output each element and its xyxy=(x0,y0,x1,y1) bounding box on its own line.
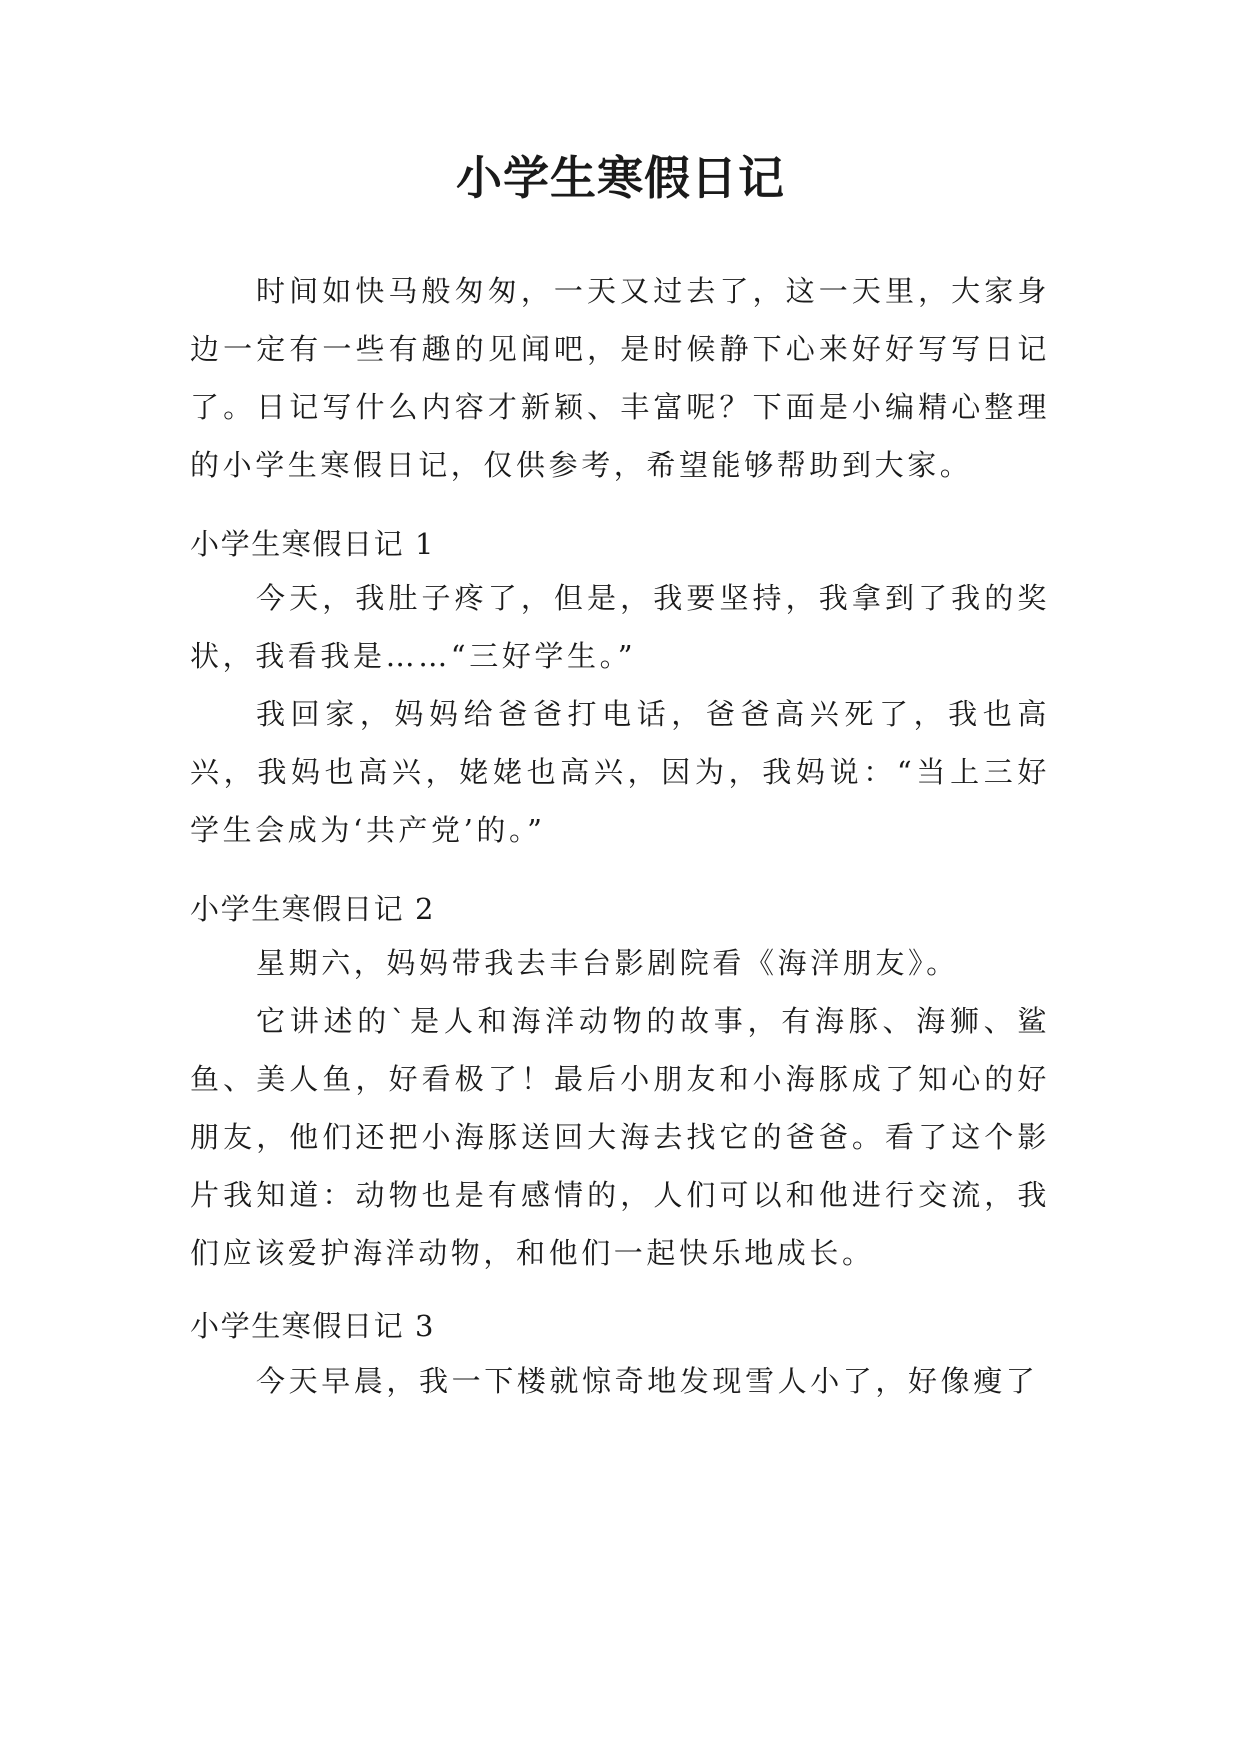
entry-1-paragraph-2: 我回家，妈妈给爸爸打电话，爸爸高兴死了，我也高兴，我妈也高兴，姥姥也高兴，因为，我妈说：“当上三好学生会成为‘共产党’的。” xyxy=(190,697,1050,847)
entry-3-body xyxy=(190,1352,1050,1410)
entry-2-body xyxy=(190,934,1050,1282)
entry-1-body xyxy=(190,569,1050,859)
intro-paragraph: 时间如快马般匆匆，一天又过去了，这一天里，大家身边一定有一些有趣的见闻吧，是时候静下心来好好写写日记了。日记写什么内容才新颖、丰富呢？下面是小编精心整理的小学生寒假日记，仅供参考，希望能够帮助到大家。 xyxy=(190,274,1050,482)
intro-block xyxy=(190,262,1050,494)
entry-3-paragraph-1: 今天早晨，我一下楼就惊奇地发现雪人小了，好像瘦了 xyxy=(256,1364,1039,1398)
entry-heading-1: 小学生寒假日记 1 xyxy=(190,527,436,561)
entry-1-paragraph-1: 今天，我肚子疼了，但是，我要坚持，我拿到了我的奖状，我看我是……“三好学生。” xyxy=(190,581,1050,673)
entry-2-paragraph-1: 星期六，妈妈带我去丰台影剧院看《海洋朋友》。 xyxy=(256,946,959,980)
entry-2-paragraph-2: 它讲述的`是人和海洋动物的故事，有海豚、海狮、鲨鱼、美人鱼，好看极了！最后小朋友和小海豚成了知心的好朋友，他们还把小海豚送回大海去找它的爸爸。看了这个影片我知道：动物也是有感情的，人们可以和他进行交流，我们应该爱护海洋动物，和他们一起快乐地成长。 xyxy=(190,1004,1050,1270)
document-title: 小学生寒假日记 xyxy=(456,151,785,205)
entry-heading-3: 小学生寒假日记 3 xyxy=(190,1309,436,1343)
entry-heading-2: 小学生寒假日记 2 xyxy=(190,892,436,926)
